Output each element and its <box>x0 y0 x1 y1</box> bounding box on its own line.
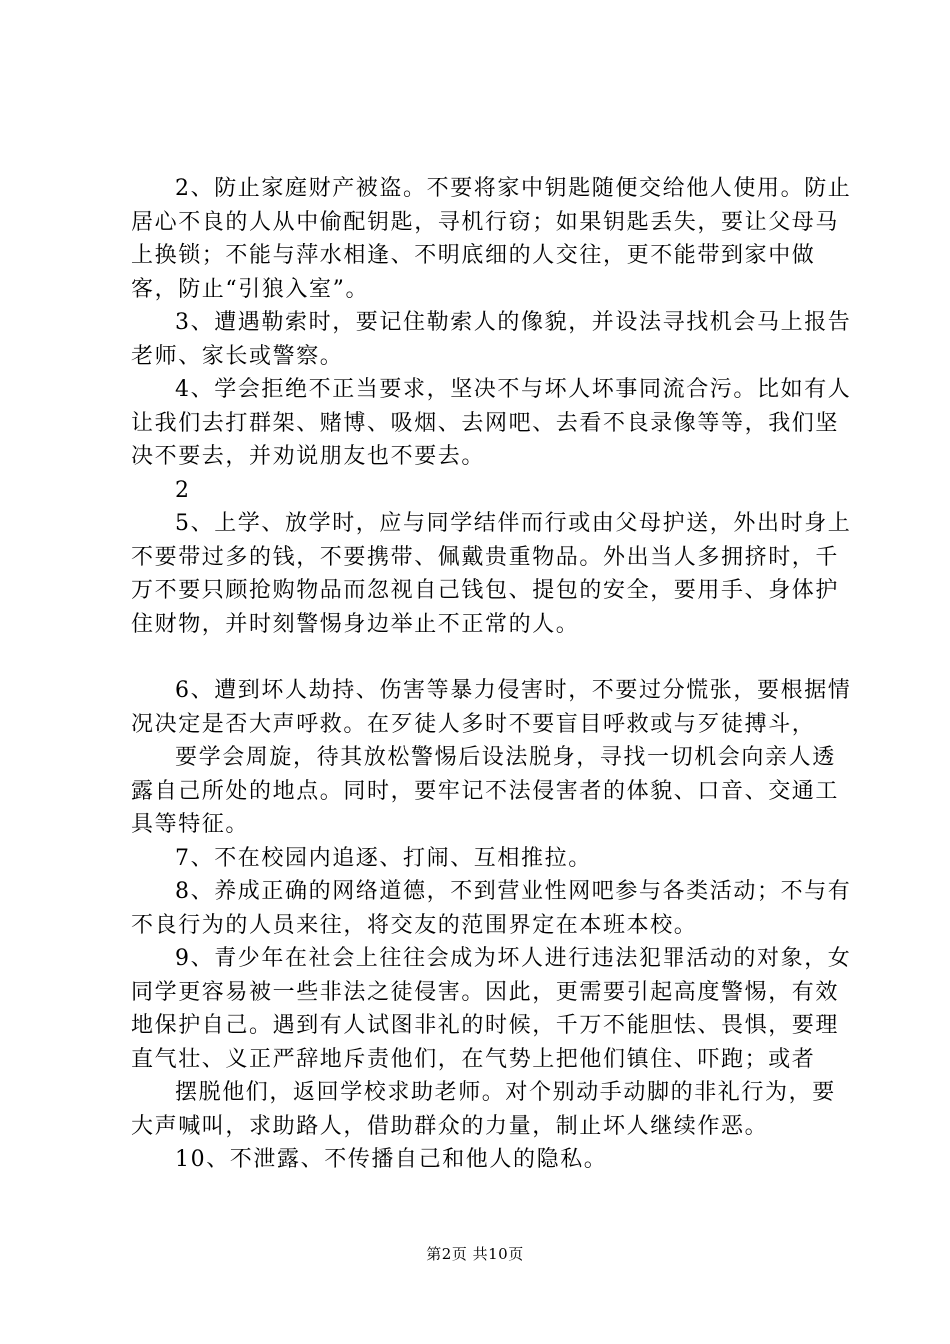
document-body <box>131 172 855 1177</box>
paragraph-item-6-continued: 要学会周旋，待其放松警惕后设法脱身，寻找一切机会向亲人透露自己所处的地点。同时，要牢记不法侵害者的体貌、口音、交通工具等特征。 <box>131 745 840 837</box>
paragraph-item-9-continued: 摆脱他们，返回学校求助老师。对个别动手动脚的非礼行为，要大声喊叫，求助路人，借助群众的力量，制止坏人继续作恶。 <box>131 1080 836 1139</box>
paragraph-item-4: 4、学会拒绝不正当要求，坚决不与坏人坏事同流合污。比如有人让我们去打群架、赌博、吸烟、去网吧、去看不良录像等等，我们坚决不要去，并劝说朋友也不要去。 <box>131 377 852 469</box>
paragraph-item-2: 2、防止家庭财产被盗。不要将家中钥匙随便交给他人使用。防止居心不良的人从中偷配钥匙，寻机行窃；如果钥匙丢失，要让父母马上换锁；不能与萍水相逢、不明底细的人交往，更不能带到家中做客，防止“引狼入室”。 <box>131 176 852 302</box>
paragraph-item-3: 3、遭遇勒索时，要记住勒索人的像貌，并设法寻找机会马上报告老师、家长或警察。 <box>131 310 852 369</box>
page-footer: 第2页 共10页 <box>426 1245 524 1263</box>
page-number-marker: 2 <box>175 477 191 503</box>
paragraph-item-10: 10、不泄露、不传播自己和他人的隐私。 <box>175 1147 608 1172</box>
paragraph-item-5: 5、上学、放学时，应与同学结伴而行或由父母护送，外出时身上不要带过多的钱，不要携带、佩戴贵重物品。外出当人多拥挤时，千万不要只顾抢购物品而忽视自己钱包、提包的安全，要用手、身体护住财物，并时刻警惕身边举止不正常的人。 <box>131 511 852 637</box>
paragraph-item-7: 7、不在校园内追逐、打闹、互相推拉。 <box>175 845 592 871</box>
paragraph-item-8: 8、养成正确的网络道德，不到营业性网吧参与各类活动；不与有不良行为的人员来往，将交友的范围界定在本班本校。 <box>131 879 852 938</box>
paragraph-item-6: 6、遭到坏人劫持、伤害等暴力侵害时，不要过分慌张，要根据情况决定是否大声呼救。在歹徒人多时不要盲目呼救或与歹徒搏斗， <box>131 678 852 737</box>
paragraph-item-9: 9、青少年在社会上往往会成为坏人进行违法犯罪活动的对象，女同学更容易被一些非法之徒侵害。因此，更需要引起高度警惕，有效地保护自己。遇到有人试图非礼的时候，千万不能胆怯、畏惧，要理直气壮、义正严辞地斥责他们，在气势上把他们镇住、吓跑；或者 <box>131 946 852 1072</box>
